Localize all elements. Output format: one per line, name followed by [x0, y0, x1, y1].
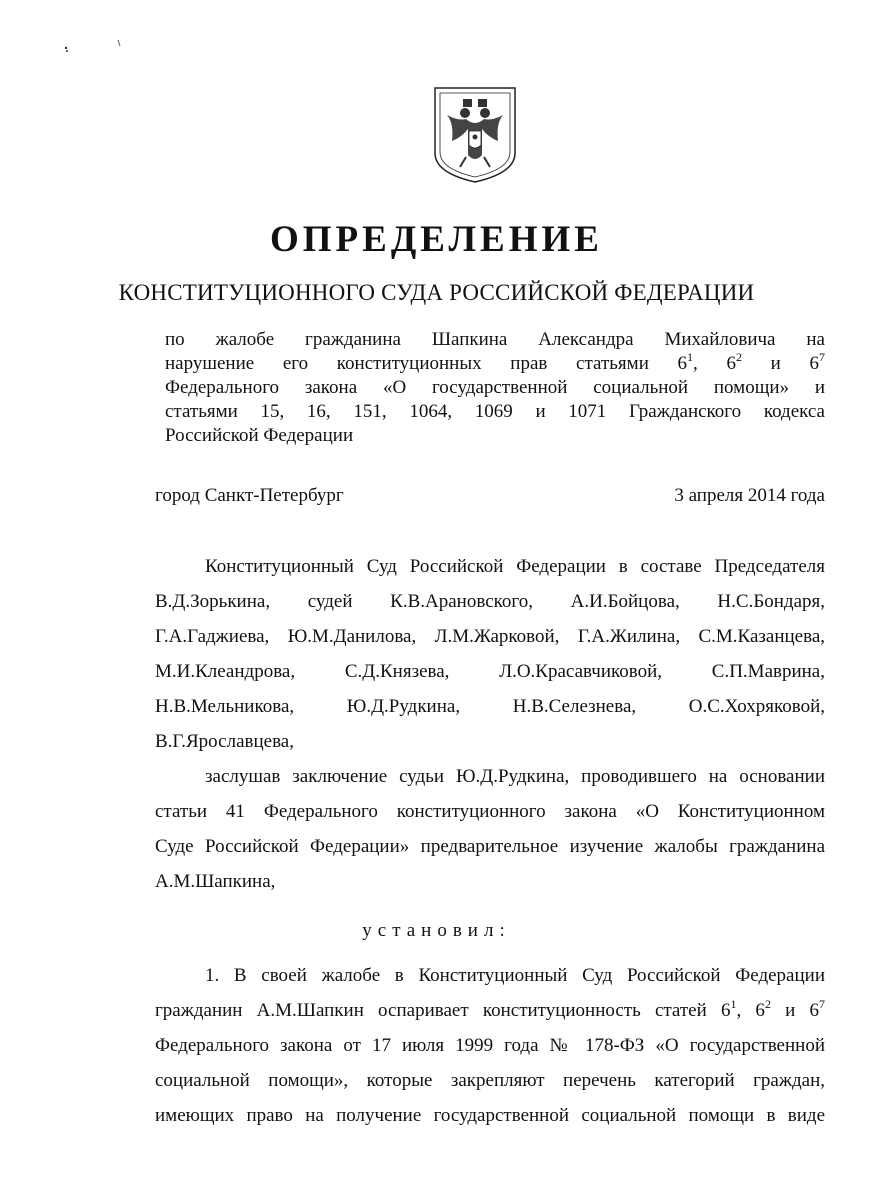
text-line: В.Д.Зорькина, судей К.В.Арановского, А.И.Бойцова, Н.С.Бондаря, [155, 591, 825, 612]
document-date: 3 апреля 2014 года [674, 485, 825, 506]
section-heading: установил: [362, 920, 511, 941]
text-line: 1. В своей жалобе в Конституционный Суд Российской Федерации [205, 965, 825, 986]
court-composition [155, 549, 825, 759]
text-line: гражданин А.М.Шапкин оспаривает конституционность статей $6^1$, $6^2$ и $6^7$ [155, 997, 826, 1021]
subject-line: статьями 15, 16, 151, 1064, 1069 и 1071 Гражданского кодекса [165, 401, 825, 422]
subject-line: нарушение его конституционных прав статьями $6^1$, $6^2$ и $6^7$ [165, 350, 826, 374]
hearing-paragraph [155, 759, 825, 899]
document-place: город Санкт-Петербург [155, 485, 344, 506]
subject-line: Федерального закона «О государственной социальной помощи» и [165, 377, 825, 398]
document-title: ОПРЕДЕЛЕНИЕ [270, 219, 603, 260]
subject-line: по жалобе гражданина Шапкина Александра Михайловича на [165, 329, 825, 350]
document-subtitle: КОНСТИТУЦИОННОГО СУДА РОССИЙСКОЙ ФЕДЕРАЦИИ [118, 280, 755, 305]
text-line: Суде Российской Федерации» предварительное изучение жалобы гражданина [155, 836, 825, 857]
text-line: статьи 41 Федерального конституционного закона «О Конституционном [155, 801, 825, 822]
text-line: В.Г.Ярославцева, [155, 731, 294, 752]
text-line: Федерального закона от 17 июля 1999 года № 178-ФЗ «О государственной [155, 1035, 825, 1056]
scan-marks [60, 38, 140, 58]
paragraph-1 [155, 958, 825, 1133]
text-line: Г.А.Гаджиева, Ю.М.Данилова, Л.М.Жарковой, Г.А.Жилина, С.М.Казанцева, [155, 626, 825, 647]
document-subject [165, 328, 825, 448]
text-line: социальной помощи», которые закрепляют перечень категорий граждан, [155, 1070, 825, 1091]
coat-of-arms-icon [432, 85, 518, 185]
text-line: Конституционный Суд Российской Федерации в составе Председателя [205, 556, 825, 577]
subject-line: Российской Федерации [165, 425, 354, 446]
text-line: М.И.Клеандрова, С.Д.Князева, Л.О.Красавчиковой, С.П.Маврина, [155, 661, 825, 682]
text-line: А.М.Шапкина, [155, 871, 276, 892]
text-line: заслушав заключение судьи Ю.Д.Рудкина, проводившего на основании [205, 766, 825, 787]
text-line: имеющих право на получение государственной социальной помощи в виде [155, 1105, 825, 1126]
text-line: Н.В.Мельникова, Ю.Д.Рудкина, Н.В.Селезнева, О.С.Хохряковой, [155, 696, 825, 717]
